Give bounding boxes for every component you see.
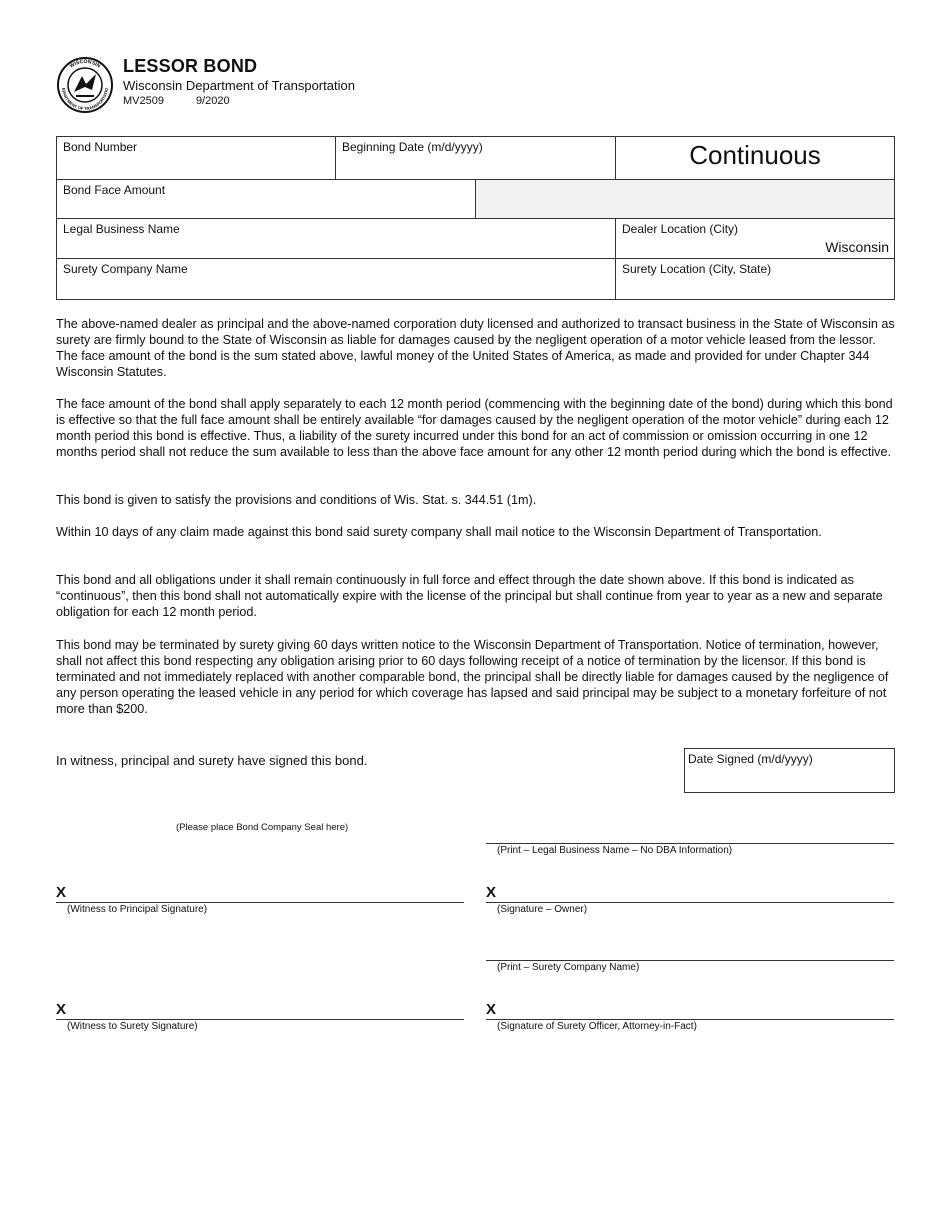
signature-owner-line[interactable] <box>486 902 894 903</box>
bond-face-amount-field[interactable] <box>56 179 476 219</box>
beginning-date-field[interactable] <box>335 136 616 180</box>
beginning-date-label: Beginning Date (m/d/yyyy) <box>342 140 483 154</box>
paragraph-claim-notice: Within 10 days of any claim made against this bond said surety company shall mail notice to the Wisconsin Department of Transportation. <box>56 525 822 539</box>
witness-surety-x: X <box>56 1001 67 1018</box>
dealer-state-value: Wisconsin <box>825 239 889 255</box>
seal-placement-note: (Please place Bond Company Seal here) <box>176 822 349 833</box>
bond-number-field[interactable] <box>56 136 336 180</box>
form-title: LESSOR BOND <box>123 56 258 76</box>
term-continuous-value: Continuous <box>689 140 821 170</box>
paragraph-termination: This bond may be terminated by surety giving 60 days written notice to the Wisconsin Department of Transportation. Notice of termination, however, shall not affect this bond respecting any obligation arising prior to 60 days following receipt of a notice of termination by the licensor. If this bond is terminated and not immediately replaced with another comparable bond, the principal shall be directly liable for damages caused by the negligence of any person operating the leased vehicle in any period for which coverage has lapsed and said principal may be subject to a monetary forfeiture of not more than $200. <box>56 638 889 716</box>
witness-principal-line[interactable] <box>56 902 464 903</box>
date-signed-field[interactable] <box>684 748 895 793</box>
dealer-location-label: Dealer Location (City) <box>622 222 739 236</box>
svg-text:WISCONSIN: WISCONSIN <box>68 58 102 70</box>
witness-principal-x: X <box>56 884 67 901</box>
surety-company-name-field[interactable] <box>56 258 616 300</box>
legal-business-name-field[interactable] <box>56 218 616 259</box>
print-surety-name-line[interactable] <box>486 960 894 961</box>
legal-business-name-label: Legal Business Name <box>63 222 180 236</box>
witness-surety-line[interactable] <box>56 1019 464 1020</box>
print-legal-name-line[interactable] <box>486 843 894 844</box>
signature-surety-officer-x: X <box>486 1001 497 1018</box>
signature-surety-officer-line[interactable] <box>486 1019 894 1020</box>
paragraph-continuous: This bond and all obligations under it shall remain continuously in full force and effect through the date shown above. If this bond is indicated as “continuous”, then this bond shall not automatically expire with the license of the principal but shall continue from year to year as a new and separate obligation for each 12 month period. <box>56 573 883 619</box>
signature-owner-label: (Signature – Owner) <box>497 904 588 915</box>
witness-surety-label: (Witness to Surety Signature) <box>67 1021 198 1032</box>
surety-location-label: Surety Location (City, State) <box>622 262 772 276</box>
witness-principal-label: (Witness to Principal Signature) <box>67 904 208 915</box>
surety-company-name-label: Surety Company Name <box>63 262 188 276</box>
print-legal-name-label: (Print – Legal Business Name – No DBA Information) <box>497 845 733 856</box>
svg-text:DEPARTMENT OF TRANSPORTATION: EPARTMENT OF TRANSPORTATIO <box>60 87 110 112</box>
signature-surety-officer-label: (Signature of Surety Officer, Attorney-in-Fact) <box>497 1021 697 1032</box>
agency-name: Wisconsin Department of Transportation <box>123 78 355 93</box>
date-signed-label: Date Signed (m/d/yyyy) <box>688 752 813 766</box>
form-revision-date: 9/2020 <box>196 95 230 107</box>
witness-statement: In witness, principal and surety have signed this bond. <box>56 753 368 768</box>
term-field <box>615 136 895 180</box>
paragraph-principal-surety: The above-named dealer as principal and the above-named corporation duty licensed and authorized to transact business in the State of Wisconsin as surety are firmly bound to the State of Wisconsin as liable for damages caused by the negligent operation of a motor vehicle leased from the lessor. The face amount of the bond is the sum stated above, lawful money of the United States of America, as made and provided for under Chapter 344 Wisconsin Statutes. <box>56 317 895 379</box>
surety-location-field[interactable] <box>615 258 895 300</box>
print-surety-name-label: (Print – Surety Company Name) <box>497 962 640 973</box>
form-number: MV2509 <box>123 95 164 107</box>
bond-number-label: Bond Number <box>63 140 138 154</box>
dealer-location-field[interactable] <box>615 218 895 259</box>
bond-face-amount-label: Bond Face Amount <box>63 183 166 197</box>
signature-owner-x: X <box>486 884 497 901</box>
wisdot-seal-icon <box>56 56 114 114</box>
paragraph-statute: This bond is given to satisfy the provisions and conditions of Wis. Stat. s. 344.51 (1m). <box>56 493 537 507</box>
shaded-blank-cell <box>475 179 895 219</box>
paragraph-face-amount: The face amount of the bond shall apply separately to each 12 month period (commencing with the beginning date of the bond) during which this bond is effective so that the full face amount shall be entirely available “for damages caused by the negligent operation of the motor vehicle” during each 12 month period this bond is effective. Thus, a liability of the surety incurred under this bond for an act of commission or omission occurring in one 12 months period shall not reduce the sum available to less than the above face amount for any other 12 month period during which the bond is effective. <box>56 397 893 459</box>
